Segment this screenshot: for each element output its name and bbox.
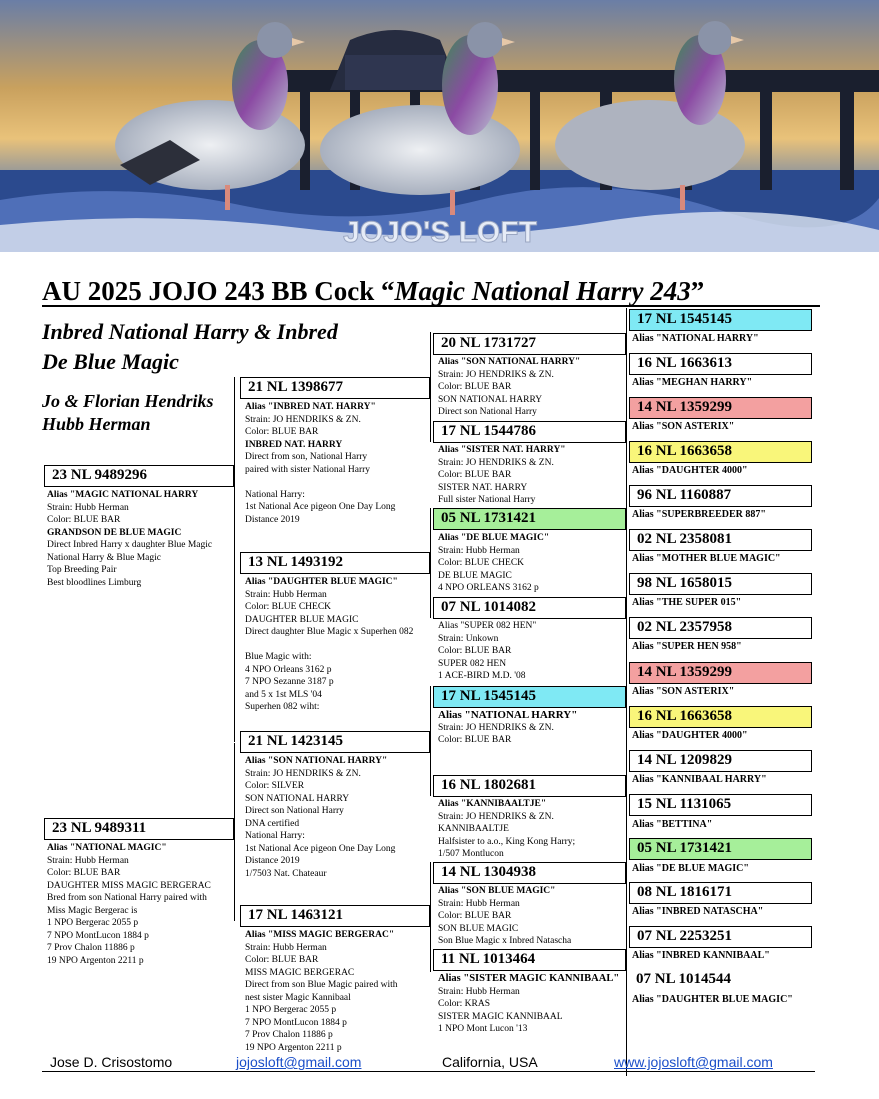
title-underline — [42, 305, 820, 307]
gen4-alias: Alias "THE SUPER 015" — [632, 597, 742, 608]
dam-of-dam-ring: 17 NL 1463121 — [240, 905, 430, 927]
connector — [626, 308, 627, 1076]
gen4-alias: Alias "DAUGHTER 4000" — [632, 730, 748, 741]
gen4-ring: 16 NL 1663613 — [629, 353, 812, 375]
gen4-ring: 17 NL 1545145 — [629, 309, 812, 331]
footer-divider — [42, 1071, 815, 1072]
page-title: AU 2025 JOJO 243 BB Cock “Magic National Harry 243” — [42, 276, 705, 306]
gen3-details: Alias "NATIONAL HARRY" Strain: JO HENDRIKS & ZN. Color: BLUE BAR — [438, 709, 578, 745]
gen4-ring: 14 NL 1209829 — [629, 750, 812, 772]
gen4-alias: Alias "SON ASTERIX" — [632, 421, 735, 432]
gen4-ring: 15 NL 1131065 — [629, 794, 812, 816]
footer-website-link[interactable]: www.jojosloft@gmail.com — [614, 1054, 773, 1070]
sire-ring: 21 NL 1398677 — [240, 377, 430, 399]
gen3-ring: 17 NL 1545145 — [433, 686, 626, 708]
gen3-details: Alias "SISTER NAT. HARRY" Strain: JO HENDRIKS & ZN. Color: BLUE BAR SISTER NAT. HARRY Full sister National Harry — [438, 445, 566, 505]
gen4-ring: 02 NL 2358081 — [629, 529, 812, 551]
gen3-ring: 17 NL 1544786 — [433, 421, 626, 443]
gen4-ring: 14 NL 1359299 — [629, 397, 812, 419]
banner-logo-text: JOJO'S LOFT — [343, 216, 537, 249]
gen4-alias: Alias "BETTINA" — [632, 819, 713, 830]
gen3-details: Alias "KANNIBAALTJE" Strain: JO HENDRIKS & ZN. KANNIBAALTJE Halfsister to a.o., King Kong Harry; 1/507 Montlucon — [438, 799, 576, 859]
dam-of-dam-details: Alias "MISS MAGIC BERGERAC" Strain: Hubb Herman Color: BLUE BAR MISS MAGIC BERGERAC Direct from son Blue Magic paired with nest sister Magic Kannibaal 1 NPO Bergerac 2055 p 7 NPO MontLucon 1884 p 7 Prov Chalon 11886 p 19 NPO Argenton 2211 p — [245, 930, 398, 1053]
banner-photo — [0, 0, 879, 252]
subject-details: Alias "MAGIC NATIONAL HARRY Strain: Hubb Herman Color: BLUE BAR GRANDSON DE BLUE MAGIC Direct Inbred Harry x daughter Blue Magic National Harry & Blue Magic Top Breeding Pair Best bloodlines Limburg — [47, 490, 213, 588]
gen3-details: Alias "DE BLUE MAGIC" Strain: Hubb Herman Color: BLUE CHECK DE BLUE MAGIC 4 NPO ORLEANS 3162 p — [438, 533, 550, 593]
gen4-ring: 08 NL 1816171 — [629, 882, 812, 904]
gen3-ring: 11 NL 1013464 — [433, 949, 626, 971]
dam-details: Alias "NATIONAL MAGIC" Strain: Hubb Herman Color: BLUE BAR DAUGHTER MISS MAGIC BERGERAC Bred from son National Harry paired with Miss Magic Bergerac is 1 NPO Bergerac 2055 p 7 NPO MontLucon 1884 p 7 Prov Chalon 11886 p 19 NPO Argenton 2211 p — [47, 843, 211, 966]
gen4-ring: 98 NL 1658015 — [629, 573, 812, 595]
subject-ring: 23 NL 9489296 — [44, 465, 234, 487]
gen4-ring: 96 NL 1160887 — [629, 485, 812, 507]
sire-of-dam-details: Alias "SON NATIONAL HARRY" Strain: JO HENDRIKS & ZN. Color: SILVER SON NATIONAL HARRY Direct son National Harry DNA certified National Harry: 1st National Ace pigeon One Day Long Distance 2019 1/7503 Nat. Chateaur — [245, 756, 396, 879]
gen4-ring: 14 NL 1359299 — [629, 662, 812, 684]
gen4-alias: Alias "SUPERBREEDER 887" — [632, 509, 766, 520]
dam-of-sire-details: Alias "DAUGHTER BLUE MAGIC" Strain: Hubb Herman Color: BLUE CHECK DAUGHTER BLUE MAGIC Direct daughter Blue Magic x Superhen 082 Blue Magic with: 4 NPO Orleans 3162 p 7 NPO Sezanne 3187 p and 5 x 1st MLS '04 Superhen 082 wiht: — [245, 577, 414, 712]
gen4-ring: 07 NL 2253251 — [629, 926, 812, 948]
gen4-alias: Alias "SON ASTERIX" — [632, 686, 735, 697]
connector — [234, 377, 235, 742]
dam-of-sire-ring: 13 NL 1493192 — [240, 552, 430, 574]
dam-ring: 23 NL 9489311 — [44, 818, 234, 840]
gen4-ring: 02 NL 2357958 — [629, 617, 812, 639]
gen4-ring: 05 NL 1731421 — [629, 838, 812, 860]
gen3-ring: 05 NL 1731421 — [433, 508, 626, 530]
gen4-alias: Alias "MOTHER BLUE MAGIC" — [632, 553, 781, 564]
connector — [430, 508, 431, 618]
connector — [430, 332, 431, 442]
breeders-credit: Jo & Florian Hendriks Hubb Herman — [42, 391, 214, 434]
footer-email-link[interactable]: jojosloft@gmail.com — [236, 1054, 362, 1070]
gen4-alias: Alias "MEGHAN HARRY" — [632, 377, 753, 388]
gen3-ring: 16 NL 1802681 — [433, 775, 626, 797]
gen4-alias: Alias "INBRED NATASCHA" — [632, 906, 764, 917]
gen4-alias: Alias "SUPER HEN 958" — [632, 641, 742, 652]
connector — [430, 686, 431, 796]
footer-location: California, USA — [442, 1054, 538, 1070]
gen4-alias: Alias "DAUGHTER BLUE MAGIC" — [632, 994, 793, 1005]
connector — [430, 862, 431, 972]
gen3-details: Alias "SUPER 082 HEN" Strain: Unkown Color: BLUE BAR SUPER 082 HEN 1 ACE-BIRD M.D. '08 — [438, 621, 537, 681]
gen3-details: Alias "SON NATIONAL HARRY" Strain: JO HENDRIKS & ZN. Color: BLUE BAR SON NATIONAL HARRY Direct son National Harry — [438, 357, 581, 417]
gen4-ring: 16 NL 1663658 — [629, 706, 812, 728]
gen4-alias: Alias "INBRED KANNIBAAL" — [632, 950, 770, 961]
footer-name: Jose D. Crisostomo — [50, 1054, 173, 1070]
gen4-alias: Alias "DE BLUE MAGIC" — [632, 863, 749, 874]
gen3-ring: 07 NL 1014082 — [433, 597, 626, 619]
connector — [234, 743, 235, 921]
gen4-alias: Alias "NATIONAL HARRY" — [632, 333, 759, 344]
gen4-alias: Alias "DAUGHTER 4000" — [632, 465, 748, 476]
gen3-ring: 14 NL 1304938 — [433, 862, 626, 884]
gen3-details: Alias "SON BLUE MAGIC" Strain: Hubb Herman Color: BLUE BAR SON BLUE MAGIC Son Blue Magic x Inbred Natascha — [438, 886, 572, 946]
gen4-ring: 16 NL 1663658 — [629, 441, 812, 463]
gen3-details: Alias "SISTER MAGIC KANNIBAAL" Strain: Hubb Herman Color: KRAS SISTER MAGIC KANNIBAAL 1 NPO Mont Lucon '13 — [438, 973, 620, 1034]
sire-details: Alias "INBRED NAT. HARRY" Strain: JO HENDRIKS & ZN. Color: BLUE BAR INBRED NAT. HARRY Direct from son, National Harry paired with sister National Harry National Harry: 1st National Ace pigeon One Day Long Distance 2019 — [245, 402, 396, 525]
gen4-ring: 07 NL 1014544 — [629, 970, 812, 992]
gen3-ring: 20 NL 1731727 — [433, 333, 626, 355]
gen4-alias: Alias "KANNIBAAL HARRY" — [632, 774, 767, 785]
sire-of-dam-ring: 21 NL 1423145 — [240, 731, 430, 753]
pedigree-subtitle: Inbred National Harry & Inbred De Blue Magic — [42, 319, 338, 374]
